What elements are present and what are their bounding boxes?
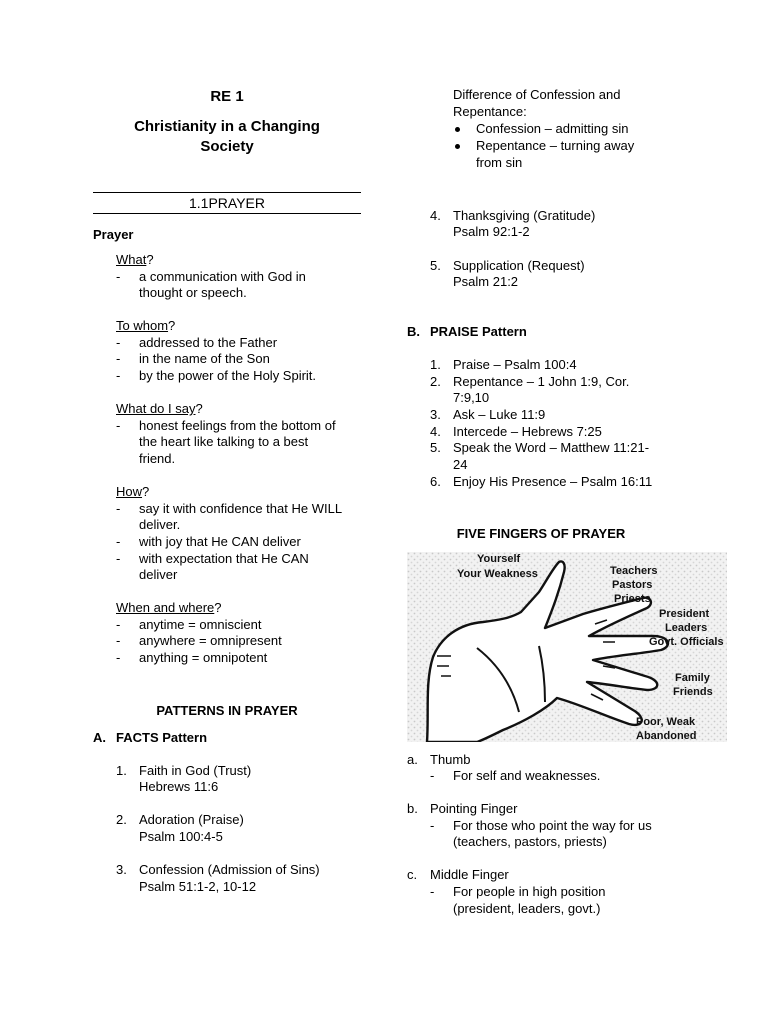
how-dash: - bbox=[116, 534, 121, 549]
finger-name: Thumb bbox=[430, 752, 471, 767]
hand-label-index: Priests bbox=[614, 593, 651, 605]
facts-num: 1. bbox=[116, 763, 127, 778]
how-qmark: ? bbox=[142, 484, 150, 499]
facts-item: Confession (Admission of Sins) bbox=[139, 862, 320, 877]
five-fingers-heading: FIVE FINGERS OF PRAYER bbox=[456, 526, 626, 541]
to-whom-label: To whom bbox=[116, 318, 169, 333]
what-qmark: ? bbox=[146, 252, 154, 267]
to-whom-item: addressed to the Father bbox=[139, 335, 278, 350]
finger-desc: For people in high position bbox=[453, 884, 606, 899]
finger-desc-cont: (teachers, pastors, priests) bbox=[453, 834, 607, 849]
five-fingers-hand-illustration bbox=[407, 552, 727, 742]
what-do-i-say-question bbox=[116, 401, 203, 418]
praise-num: 1. bbox=[430, 357, 441, 372]
finger-desc: For self and weaknesses. bbox=[453, 768, 601, 783]
how-item: say it with confidence that He WILL bbox=[139, 501, 343, 516]
facts-item: Faith in God (Trust) bbox=[139, 763, 252, 778]
facts-title: FACTS Pattern bbox=[116, 730, 208, 745]
what-question bbox=[116, 252, 154, 269]
how-question bbox=[116, 484, 149, 501]
finger-letter: b. bbox=[407, 801, 418, 816]
bullet-dot bbox=[455, 144, 460, 149]
course-title-line2: Society bbox=[200, 138, 254, 155]
facts-num: 3. bbox=[116, 862, 127, 877]
bullet-dot bbox=[455, 127, 460, 132]
difference-heading: Difference of Confession and bbox=[453, 87, 621, 102]
finger-letter: c. bbox=[407, 867, 418, 882]
praise-item: Repentance – 1 John 1:9, Cor. bbox=[453, 374, 630, 389]
what-do-i-say-item: friend. bbox=[139, 451, 176, 466]
how-label: How bbox=[116, 484, 143, 499]
facts-item: Supplication (Request) bbox=[453, 258, 585, 273]
praise-num: 4. bbox=[430, 424, 441, 439]
facts-num: 4. bbox=[430, 208, 441, 223]
to-whom-question bbox=[116, 318, 175, 335]
praise-title: PRAISE Pattern bbox=[430, 324, 527, 339]
difference-bullet-cont: from sin bbox=[476, 155, 523, 170]
when-where-item: anything = omnipotent bbox=[139, 650, 268, 665]
facts-ref: Hebrews 11:6 bbox=[139, 779, 219, 794]
facts-marker: A. bbox=[93, 730, 106, 745]
praise-marker: B. bbox=[407, 324, 420, 339]
to-whom-dash: - bbox=[116, 335, 121, 350]
praise-item: Intercede – Hebrews 7:25 bbox=[453, 424, 602, 439]
section-title: 1.1PRAYER bbox=[189, 195, 265, 211]
how-item: deliver. bbox=[139, 517, 181, 532]
section-rule-bottom bbox=[93, 213, 361, 214]
when-where-dash: - bbox=[116, 617, 121, 632]
hand-label-pinky: Abandoned bbox=[636, 730, 697, 742]
when-where-item: anywhere = omnipresent bbox=[139, 633, 282, 648]
finger-letter: a. bbox=[407, 752, 418, 767]
difference-bullet: Confession – admitting sin bbox=[476, 121, 629, 136]
how-item: with expectation that He CAN bbox=[139, 551, 309, 566]
praise-item: Speak the Word – Matthew 11:21- bbox=[453, 440, 650, 455]
how-dash: - bbox=[116, 501, 121, 516]
facts-item: Thanksgiving (Gratitude) bbox=[453, 208, 596, 223]
difference-bullet: Repentance – turning away bbox=[476, 138, 635, 153]
what-do-i-say-qmark: ? bbox=[195, 401, 203, 416]
praise-num: 3. bbox=[430, 407, 441, 422]
finger-dash: - bbox=[430, 818, 435, 833]
patterns-heading: PATTERNS IN PRAYER bbox=[156, 703, 298, 718]
facts-num: 2. bbox=[116, 812, 127, 827]
hand-label-ring: Family bbox=[675, 672, 710, 684]
when-where-dash: - bbox=[116, 633, 121, 648]
what-item: a communication with God in bbox=[139, 269, 306, 284]
finger-name: Middle Finger bbox=[430, 867, 509, 882]
when-where-dash: - bbox=[116, 650, 121, 665]
what-do-i-say-item: honest feelings from the bottom of bbox=[139, 418, 336, 433]
praise-item: Enjoy His Presence – Psalm 16:11 bbox=[453, 474, 653, 489]
when-where-question bbox=[116, 600, 222, 617]
when-where-label: When and where bbox=[116, 600, 215, 615]
what-dash: - bbox=[116, 269, 121, 284]
hand-label-middle: Leaders bbox=[665, 622, 708, 634]
what-do-i-say-label: What do I say bbox=[116, 401, 196, 416]
what-do-i-say-dash: - bbox=[116, 418, 121, 433]
hand-label-pinky: Poor, Weak bbox=[636, 716, 696, 728]
how-item: deliver bbox=[139, 567, 178, 582]
course-code: RE 1 bbox=[210, 88, 244, 105]
difference-heading-cont: Repentance: bbox=[453, 104, 527, 119]
facts-ref: Psalm 92:1-2 bbox=[453, 224, 530, 239]
praise-item: Ask – Luke 11:9 bbox=[453, 407, 546, 422]
praise-num: 2. bbox=[430, 374, 441, 389]
finger-desc: For those who point the way for us bbox=[453, 818, 652, 833]
hand-label-middle: President bbox=[659, 608, 710, 620]
finger-name: Pointing Finger bbox=[430, 801, 518, 816]
to-whom-item: in the name of the Son bbox=[139, 351, 270, 366]
hand-label-ring: Friends bbox=[673, 686, 713, 698]
finger-desc-cont: (president, leaders, govt.) bbox=[453, 901, 601, 916]
praise-num: 6. bbox=[430, 474, 441, 489]
when-where-item: anytime = omniscient bbox=[139, 617, 262, 632]
to-whom-item: by the power of the Holy Spirit. bbox=[139, 368, 317, 383]
prayer-heading: Prayer bbox=[93, 227, 134, 242]
facts-ref: Psalm 51:1-2, 10-12 bbox=[139, 879, 257, 894]
when-where-qmark: ? bbox=[214, 600, 222, 615]
to-whom-dash: - bbox=[116, 351, 121, 366]
hand-label-thumb: Yourself bbox=[477, 553, 521, 565]
facts-ref: Psalm 100:4-5 bbox=[139, 829, 223, 844]
finger-dash: - bbox=[430, 884, 435, 899]
praise-item-cont: 24 bbox=[453, 457, 468, 472]
praise-item: Praise – Psalm 100:4 bbox=[453, 357, 577, 372]
section-rule-top bbox=[93, 192, 361, 193]
to-whom-qmark: ? bbox=[168, 318, 176, 333]
facts-ref: Psalm 21:2 bbox=[453, 274, 519, 289]
praise-num: 5. bbox=[430, 440, 441, 455]
how-dash: - bbox=[116, 551, 121, 566]
hand-label-thumb: Your Weakness bbox=[457, 568, 538, 580]
to-whom-dash: - bbox=[116, 368, 121, 383]
hand-label-index: Pastors bbox=[612, 579, 653, 591]
hand-label-middle: Govt. Officials bbox=[649, 636, 724, 648]
facts-item: Adoration (Praise) bbox=[139, 812, 244, 827]
how-item: with joy that He CAN deliver bbox=[139, 534, 301, 549]
what-do-i-say-item: the heart like talking to a best bbox=[139, 434, 309, 449]
praise-item-cont: 7:9,10 bbox=[453, 390, 490, 405]
what-item: thought or speech. bbox=[139, 285, 247, 300]
what-label: What bbox=[116, 252, 147, 267]
hand-label-index: Teachers bbox=[610, 565, 658, 577]
finger-dash: - bbox=[430, 768, 435, 783]
course-title-line1: Christianity in a Changing bbox=[134, 118, 320, 135]
facts-num: 5. bbox=[430, 258, 441, 273]
